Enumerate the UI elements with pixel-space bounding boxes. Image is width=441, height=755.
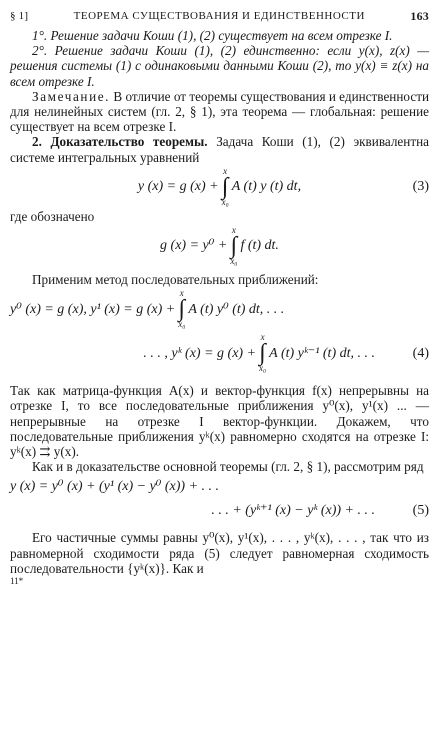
eq4b-left: . . . , yᵏ (x) = g (x) + [143, 345, 257, 361]
eq3-left: y (x) = g (x) + [137, 179, 219, 195]
equation-5b [10, 498, 429, 522]
proof-intro [10, 134, 429, 164]
equation-number: (3) [412, 179, 429, 195]
equation-number: (4) [412, 345, 429, 361]
eq4a-left: y⁰ (x) = g (x), y¹ (x) = g (x) + [10, 301, 176, 317]
page-number: 163 [410, 9, 429, 24]
equation-4a [10, 287, 429, 331]
statement-uniqueness: 2°. Решение задачи Коши (1), (2) единственно: если y(x), z(x) — решения системы (1) с одинаковыми данными Коши (2), то y(x) ≡ z(x) на всем отрезке I. [10, 43, 429, 89]
convergence-paragraph: Так как матрица-функция A(x) и вектор-функция f(x) непрерывны на отрезке I, то все последовательные приближения y⁰(x), y¹(x) ... — непрерывные на отрезке I вектор-функции. Докажем, что последовательные приближения yᵏ(x) равномерно сходятся на отрезке I: yᵏ(x) ⇉ y(x). [10, 383, 429, 460]
equation-4b [10, 331, 429, 375]
equation-number: (5) [412, 502, 429, 518]
eqg-left: g (x) = y⁰ + [160, 238, 228, 254]
where-notation: где обозначено [10, 208, 95, 224]
integral-sign: x ∫ x₀ [259, 332, 267, 374]
eq5b-text: . . . + (yᵏ⁺¹ (x) − yᵏ (x)) + . . . [211, 502, 375, 518]
method-intro: Применим метод последовательных приближений: [32, 272, 319, 288]
running-title: ТЕОРЕМА СУЩЕСТВОВАНИЯ И ЕДИНСТВЕННОСТИ [73, 10, 365, 23]
running-header [10, 6, 429, 28]
equation-5a [10, 474, 429, 498]
remark-text: В отличие от теоремы существования и единственности для нелинейных систем (гл. 2, § 1), эта теорема — глобальная: решение существует на всем отрезке I. [10, 88, 430, 135]
integral-sign: x ∫ x₀ [230, 225, 238, 267]
eqg-integrand: f (t) dt. [240, 238, 279, 254]
eq3-integrand: A (t) y (t) dt, [231, 179, 302, 195]
proof-intro-text: Задача Коши (1), (2) эквивалентна системе интегральных уравнений [10, 134, 430, 165]
section-ref: § 1] [10, 10, 29, 23]
partial-sums-paragraph: Его частичные суммы равны y⁰(x), y¹(x), . . . , yᵏ(x), . . . , так что из равномерной сходимости ряда (5) следует равномерная сходимость последовательности {yᵏ(x)}. Как и [10, 530, 429, 576]
eq4a-integrand: A (t) y⁰ (t) dt, . . . [188, 301, 285, 317]
eq5a-text: y (x) = y⁰ (x) + (y¹ (x) − y⁰ (x)) + . . . [10, 478, 220, 494]
eq4b-integrand: A (t) yᵏ⁻¹ (t) dt, . . . [269, 345, 375, 361]
integral-sign: x ∫ x₀ [221, 165, 229, 207]
proof-heading: 2. Доказательство теоремы. [32, 134, 208, 150]
equation-g [10, 224, 429, 268]
statement-existence: 1°. Решение задачи Коши (1), (2) существует на всем отрезке I. [32, 28, 393, 43]
signature-mark: 11* [10, 576, 24, 587]
remark-label: Замечание. [32, 88, 111, 104]
remark-paragraph [10, 89, 429, 135]
series-intro: Как и в доказательстве основной теоремы (гл. 2, § 1), рассмотрим ряд [32, 459, 424, 475]
integral-sign: x ∫ x₀ [178, 288, 186, 330]
equation-3 [10, 165, 429, 209]
